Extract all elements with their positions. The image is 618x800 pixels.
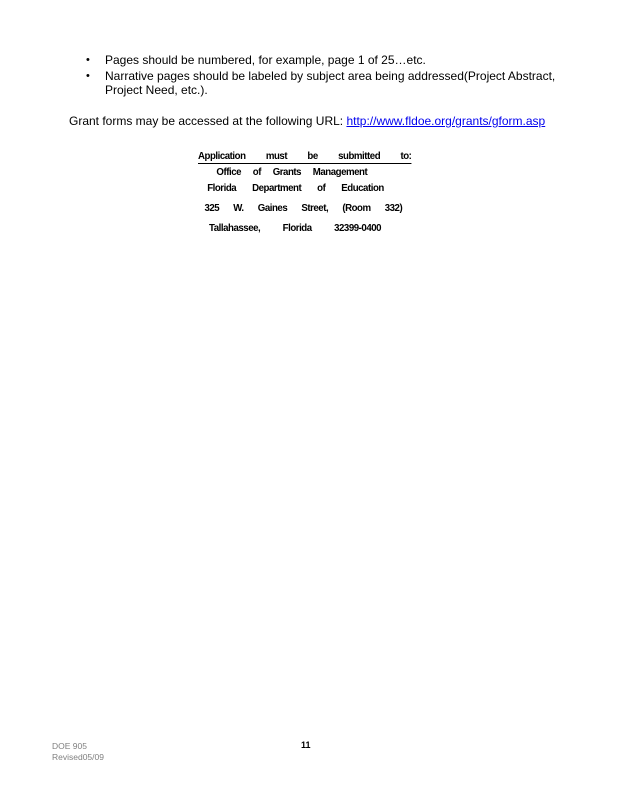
grant-forms-link[interactable]: http://www.fldoe.org/grants/gform.asp [346,114,546,128]
address-word: 332) [384,202,403,214]
footer-form-info [52,741,104,763]
address-line-city [198,220,411,236]
address-line-office [198,164,411,180]
footer-revised-date: Revised05/09 [52,752,104,762]
grant-forms-text: Grant forms may be accessed at the following URL: [69,114,347,128]
address-line-street [198,200,411,216]
address-word: Florida [282,222,312,234]
grant-forms-paragraph [69,114,545,128]
address-word: Florida [207,182,237,194]
footer-form-id: DOE 905 [52,741,87,751]
address-word: to: [400,150,412,162]
address-word: submitted [338,150,381,162]
address-word: Grants [272,166,302,178]
bullet-item [86,53,586,67]
address-word: Office [216,166,242,178]
bullet-text: Narrative pages should be labeled by subject area being addressed(Project Abstract, Project Need, etc.). [105,69,556,97]
address-line-heading [198,148,411,164]
address-word: of [252,166,261,178]
address-word: Application [198,150,246,162]
address-word: be [307,150,318,162]
address-word: of [317,182,326,194]
address-word: Management [312,166,368,178]
address-word: must [265,150,288,162]
bullet-icon: • [86,70,90,82]
address-word: Education [341,182,384,194]
bullet-item [86,69,586,97]
address-line-department [198,180,411,196]
address-word: Gaines [257,202,288,214]
address-word: W. [233,202,244,214]
submission-address-block [198,148,411,236]
address-word: Tallahassee, [209,222,261,234]
address-word: (Room [342,202,371,214]
bullet-icon: • [86,54,90,66]
address-word: Department [252,182,302,194]
bullet-text: Pages should be numbered, for example, page 1 of 25…etc. [105,53,426,67]
address-word: Street, [301,202,329,214]
address-word: 32399-0400 [334,222,382,234]
address-word: 325 [204,202,220,214]
instruction-bullet-list [86,53,586,99]
page-number: 11 [301,740,311,750]
